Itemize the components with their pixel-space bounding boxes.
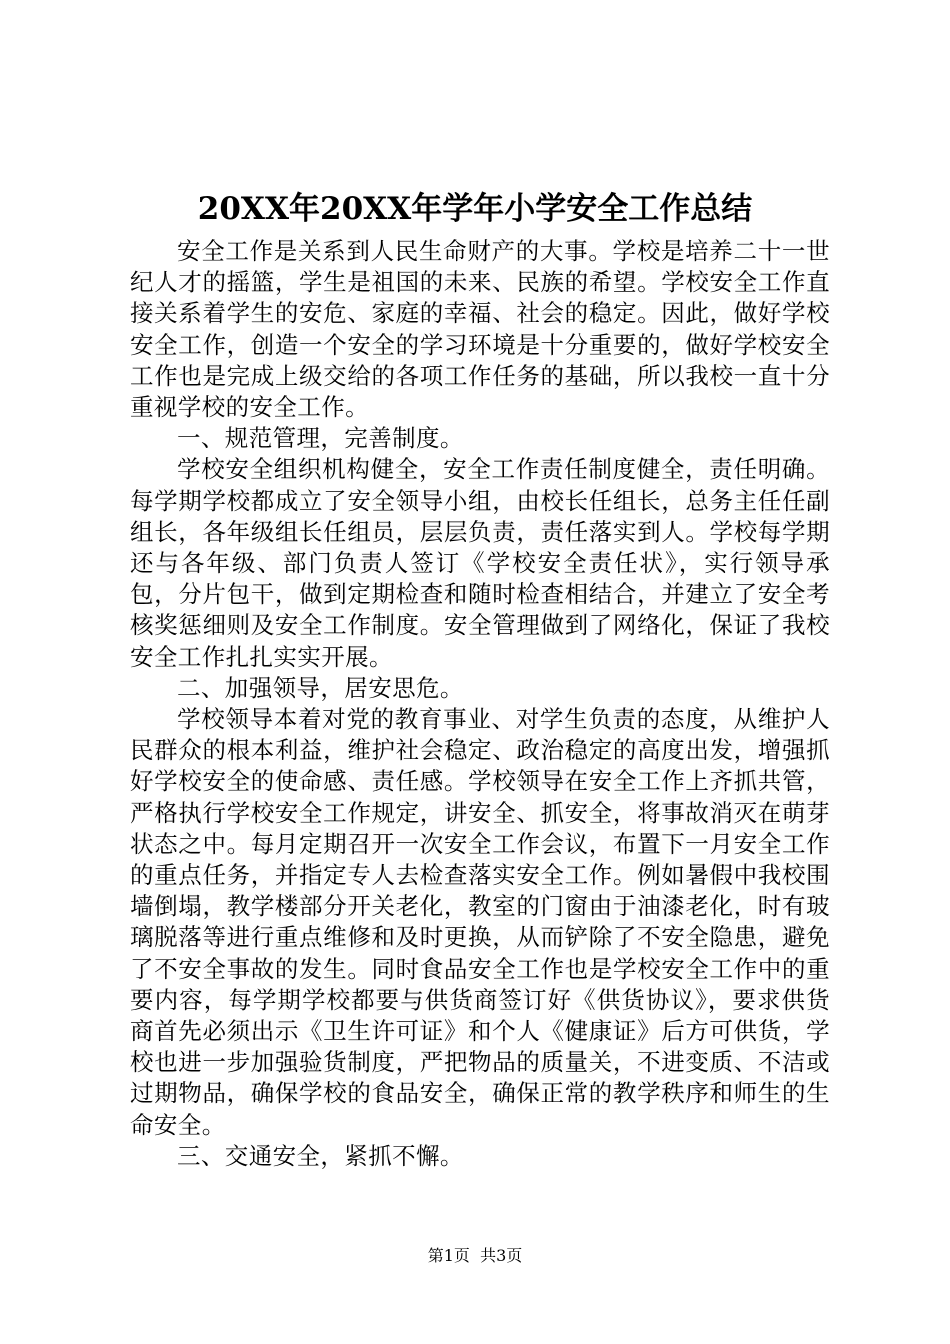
- section-1-paragraph: 学校安全组织机构健全，安全工作责任制度健全，责任明确。每学期学校都成立了安全领导小组，由校长任组长，总务主任任副组长，各年级组长任组员，层层负责，责任落实到人。学校每学期还与各年级、部门负责人签订《学校安全责任状》，实行领导承包，分片包干，做到定期检查和随时检查相结合，并建立了安全考核奖惩细则及安全工作制度。安全管理做到了网络化，保证了我校安全工作扎扎实实开展。: [130, 455, 830, 671]
- page-footer: [0, 1244, 950, 1268]
- section-2-paragraph: 学校领导本着对党的教育事业、对学生负责的态度，从维护人民群众的根本利益，维护社会稳定、政治稳定的高度出发，增强抓好学校安全的使命感、责任感。学校领导在安全工作上齐抓共管，严格执行学校安全工作规定，讲安全、抓安全，将事故消灭在萌芽状态之中。每月定期召开一次安全工作会议，布置下一月安全工作的重点任务，并指定专人去检查落实安全工作。例如暑假中我校围墙倒塌，教学楼部分开关老化，教室的门窗由于油漆老化，时有玻璃脱落等进行重点维修和及时更换，从而铲除了不安全隐患，避免了不安全事故的发生。同时食品安全工作也是学校安全工作中的重要内容，每学期学校都要与供货商签订好《供货协议》，要求供货商首先必须出示《卫生许可证》和个人《健康证》后方可供货，学校也进一步加强验货制度，严把物品的质量关，不进变质、不洁或过期物品，确保学校的食品安全，确保正常的教学秩序和师生的生命安全。: [130, 705, 830, 1139]
- section-heading-1: 一、规范管理，完善制度。: [177, 424, 464, 453]
- intro-paragraph: 安全工作是关系到人民生命财产的大事。学校是培养二十一世纪人才的摇篮，学生是祖国的未来、民族的希望。学校安全工作直接关系着学生的安危、家庭的幸福、社会的稳定。因此，做好学校安全工作，创造一个安全的学习环境是十分重要的，做好学校安全工作也是完成上级交给的各项工作任务的基础，所以我校一直十分重视学校的安全工作。: [130, 237, 830, 422]
- page-total: 共3页: [480, 1246, 523, 1265]
- page-number: 第1页: [427, 1246, 470, 1265]
- document-title: 20XX年20XX年学年小学安全工作总结: [197, 191, 753, 227]
- section-heading-2: 二、加强领导，居安思危。: [177, 673, 464, 702]
- document-body: [130, 236, 830, 1172]
- section-heading-3: 三、交通安全，紧抓不懈。: [177, 1141, 464, 1170]
